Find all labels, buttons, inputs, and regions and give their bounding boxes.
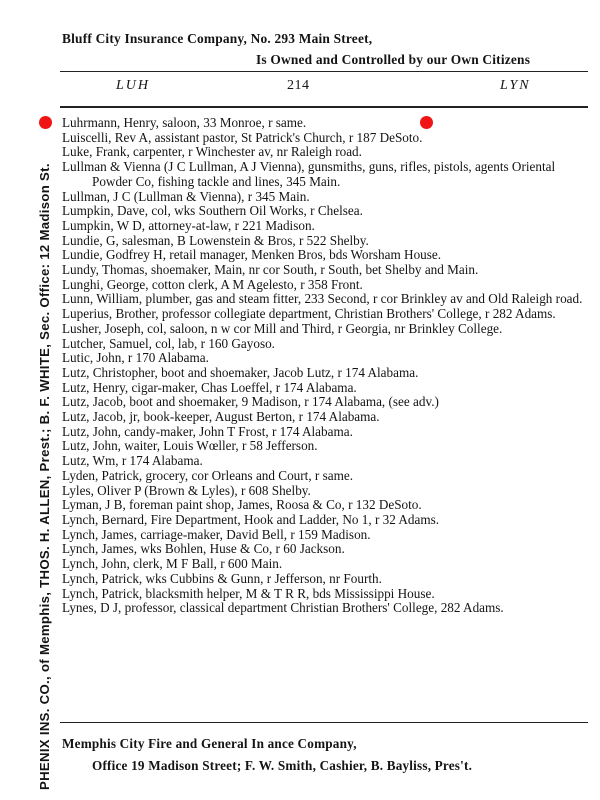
entry-text: Luperius, Brother, professor collegiate department, Christian Brothers' College, r 282 Adams. [62,306,556,322]
directory-entry [62,278,588,293]
page-number: 214 [287,78,310,93]
directory-entry [62,234,588,249]
directory-entry [62,557,588,572]
directory-entry [62,395,588,410]
directory-entry [62,498,588,513]
directory-entry [62,337,588,352]
entry-text: Lyles, Oliver P (Brown & Lyles), r 608 Shelby. [62,482,311,498]
entry-text: Lullman & Vienna (J C Lullman, A J Vienna), gunsmiths, guns, rifles, pistols, agents Oriental Powder Co, fishing tackle and lines, 345 Main. [62,159,556,189]
entry-text: Lynch, James, wks Bohlen, Huse & Co, r 60 Jackson. [62,541,345,557]
entry-text: Lunghi, George, cotton clerk, A M Agelesto, r 358 Front. [62,276,363,292]
directory-entry [62,528,588,543]
directory-entry [62,454,588,469]
running-head-left: LUH [116,78,151,93]
entry-text: Luhrmann, Henry, saloon, 33 Monroe, r same. [62,115,307,130]
entry-text: Lutcher, Samuel, col, lab, r 160 Gayoso. [62,335,275,351]
header-advert-line-1: Bluff City Insurance Company, No. 293 Main Street, [62,31,373,46]
directory-entry [62,484,588,499]
directory-entry [62,425,588,440]
entry-text: Lullman, J C (Lullman & Vienna), r 345 Main. [62,188,310,204]
directory-entry [62,381,588,396]
directory-entry [62,263,588,278]
directory-entry [62,513,588,528]
directory-entry [62,601,588,616]
directory-entry [62,219,588,234]
entry-text: Lundy, Thomas, shoemaker, Main, nr cor South, r South, bet Shelby and Main. [62,262,479,278]
running-head-right: LYN [500,78,531,93]
entry-text: Lumpkin, Dave, col, wks Southern Oil Works, r Chelsea. [62,203,363,219]
entry-text: Lutz, Henry, cigar-maker, Chas Loeffel, r 174 Alabama. [62,379,357,395]
entry-text: Lusher, Joseph, col, saloon, n w cor Mill and Third, r Georgia, nr Brinkley College. [62,320,503,336]
entry-text: Lyden, Patrick, grocery, cor Orleans and Court, r same. [62,467,354,483]
directory-entry [62,116,588,131]
directory-entry [62,131,588,146]
directory-entry [62,469,588,484]
entry-text: Lutz, Jacob, jr, book-keeper, August Berton, r 174 Alabama. [62,409,380,425]
entry-text: Lynch, Bernard, Fire Department, Hook and Ladder, No 1, r 32 Adams. [62,511,440,527]
directory-entry [62,572,588,587]
directory-entry [62,307,588,322]
directory-entry [62,587,588,602]
entry-text: Luiscelli, Rev A, assistant pastor, St Patrick's Church, r 187 DeSoto. [62,129,423,145]
entry-text: Lynes, D J, professor, classical department Christian Brothers' College, 282 Adams. [62,600,504,616]
header-advert-line-2: Is Owned and Controlled by our Own Citizens [256,52,531,67]
directory-entry [62,351,588,366]
top-rule [60,71,588,72]
entry-text: Lundie, G, salesman, B Lowenstein & Bros, r 522 Shelby. [62,232,369,248]
entry-text: Lyman, J B, foreman paint shop, James, Roosa & Co, r 132 DeSoto. [62,497,422,513]
entry-text: Lutz, Christopher, boot and shoemaker, Jacob Lutz, r 174 Alabama. [62,364,419,380]
directory-entry [62,145,588,160]
directory-entry [62,542,588,557]
entry-text: Lynch, John, clerk, M F Ball, r 600 Main. [62,556,283,572]
header-bottom-rule [60,106,588,108]
entry-text: Lynch, James, carriage-maker, David Bell, r 159 Madison. [62,526,371,542]
entry-text: Lutz, John, waiter, Louis Wœller, r 58 Jefferson. [62,438,318,454]
entry-text: Luke, Frank, carpenter, r Winchester av, nr Raleigh road. [62,144,362,160]
entry-text: Lutic, John, r 170 Alabama. [62,350,209,366]
directory-entry [62,410,588,425]
directory-entry [62,439,588,454]
directory-entry [62,160,588,189]
directory-entry [62,322,588,337]
footer-advert-line-1: Memphis City Fire and General In ance Company, [62,736,357,751]
directory-entry [62,292,588,307]
entry-text: Lutz, Wm, r 174 Alabama. [62,453,203,469]
directory-entries [62,116,588,616]
directory-entry [62,190,588,205]
footer-advert-line-2: Office 19 Madison Street; F. W. Smith, Cashier, B. Bayliss, Pres't. [92,758,473,773]
footer-top-rule [60,722,588,723]
entry-text: Lunn, William, plumber, gas and steam fitter, 233 Second, r cor Brinkley av and Old Raleigh road. [62,291,583,307]
entry-text: Lumpkin, W D, attorney-at-law, r 221 Madison. [62,217,315,233]
entry-text: Lutz, Jacob, boot and shoemaker, 9 Madison, r 174 Alabama, (see adv.) [62,394,439,410]
directory-entry [62,248,588,263]
entry-text: Lynch, Patrick, wks Cubbins & Gunn, r Jefferson, nr Fourth. [62,570,382,586]
entry-text: Lundie, Godfrey H, retail manager, Menken Bros, bds Worsham House. [62,247,442,263]
entry-text: Lynch, Patrick, blacksmith helper, M & T R R, bds Mississippi House. [62,585,435,601]
side-advert-banner: PHENIX INS. CO., of Memphis, THOS. H. ALLEN, Prest.; B. F. WHITE, Sec. Office: 12 Madison St. [37,163,52,790]
directory-entry [62,366,588,381]
directory-entry [62,204,588,219]
red-marker-dot [39,116,52,129]
entry-text: Lutz, John, candy-maker, John T Frost, r 174 Alabama. [62,423,353,439]
